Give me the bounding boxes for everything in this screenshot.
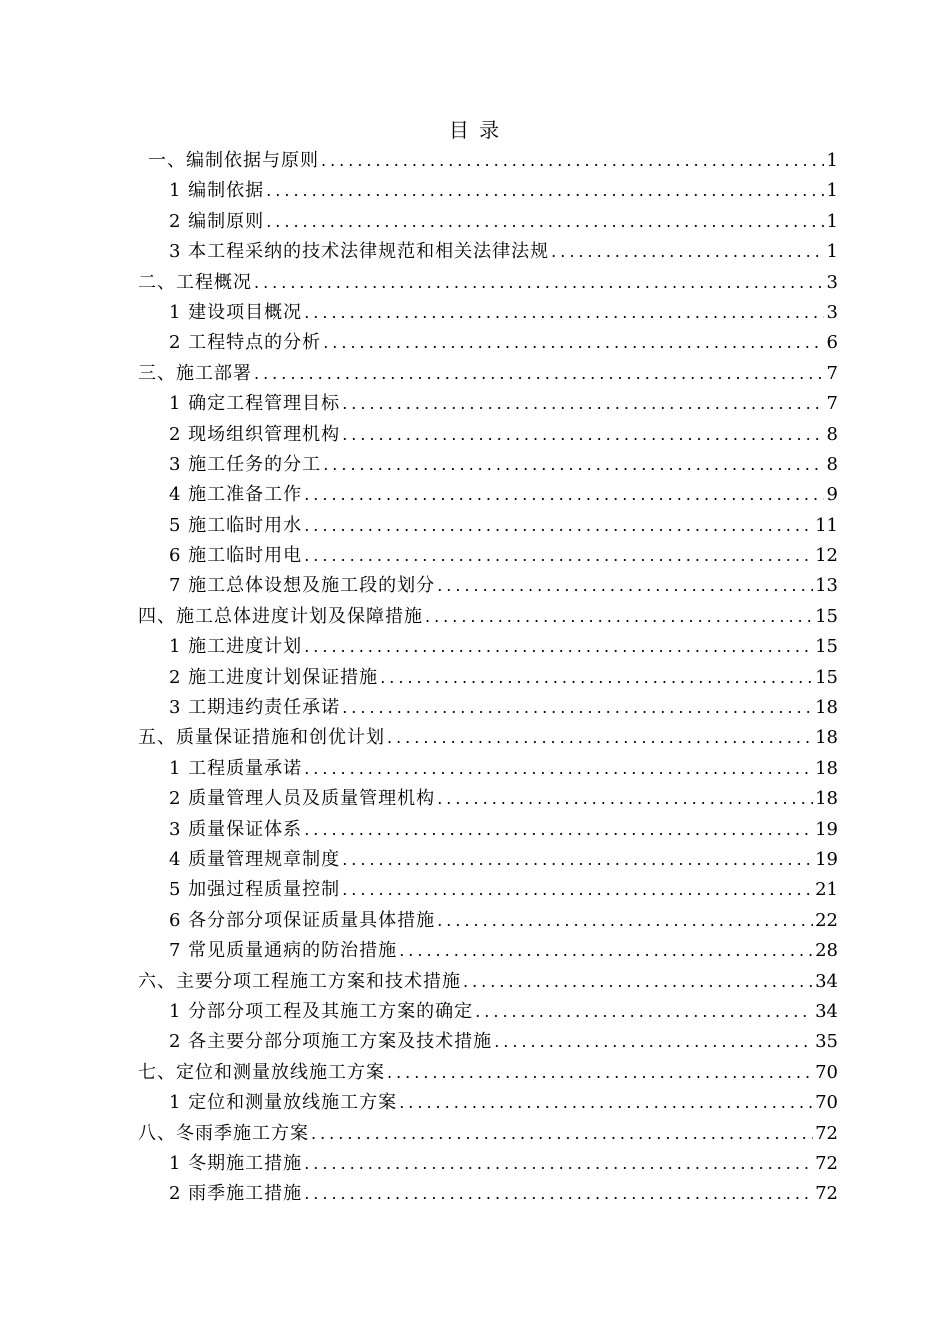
toc-entry-label: 1 工程质量承诺	[169, 757, 303, 779]
toc-entry-label: 4 质量管理规章制度	[169, 848, 341, 870]
toc-page-number: 34	[815, 1000, 838, 1022]
toc-entry-label: 3 施工任务的分工	[169, 453, 322, 475]
toc-entry-label: 1 施工进度计划	[169, 636, 303, 658]
toc-page-number: 12	[815, 545, 838, 567]
toc-entry-label: 三、施工部署	[138, 362, 252, 384]
toc-page-number: 72	[815, 1152, 838, 1174]
toc-subsection-entry[interactable]	[138, 328, 838, 358]
toc-entry-label: 1 冬期施工措施	[169, 1152, 303, 1174]
toc-dot-leader	[342, 875, 813, 905]
toc-section-entry[interactable]	[138, 967, 838, 997]
toc-section-entry[interactable]	[138, 359, 838, 389]
toc-dot-leader	[342, 845, 813, 875]
toc-dot-leader	[387, 723, 813, 753]
toc-page-number: 7	[826, 393, 838, 415]
toc-page-number: 18	[815, 697, 838, 719]
toc-dot-leader	[342, 389, 824, 419]
toc-page-number: 35	[815, 1031, 838, 1053]
toc-subsection-entry[interactable]	[138, 1179, 838, 1209]
toc-entry-label: 七、定位和测量放线施工方案	[138, 1061, 385, 1083]
toc-dot-leader	[304, 1149, 813, 1179]
toc-page-number: 18	[815, 788, 838, 810]
toc-dot-leader	[437, 571, 813, 601]
toc-subsection-entry[interactable]	[138, 1149, 838, 1179]
toc-page-number: 3	[826, 301, 838, 323]
toc-page-number: 18	[815, 757, 838, 779]
toc-section-entry[interactable]	[138, 146, 838, 176]
toc-subsection-entry[interactable]	[138, 1088, 838, 1118]
toc-list	[138, 146, 838, 1210]
toc-entry-label: 1 编制依据	[169, 180, 265, 202]
toc-dot-leader	[321, 146, 824, 176]
toc-entry-label: 2 现场组织管理机构	[169, 423, 341, 445]
toc-page-number: 11	[815, 514, 838, 536]
toc-page-number: 70	[815, 1061, 838, 1083]
toc-page-number: 8	[826, 453, 838, 475]
toc-entry-label: 1 分部分项工程及其施工方案的确定	[169, 1000, 474, 1022]
toc-page-number: 1	[826, 150, 838, 171]
toc-entry-label: 1 确定工程管理目标	[169, 393, 341, 415]
toc-page-number: 22	[815, 909, 838, 931]
toc-page-number: 72	[815, 1183, 838, 1205]
toc-entry-label: 2 各主要分部分项施工方案及技术措施	[169, 1031, 493, 1053]
toc-dot-leader	[399, 1088, 813, 1118]
toc-page-number: 72	[815, 1122, 838, 1144]
toc-subsection-entry[interactable]	[138, 784, 838, 814]
toc-entry-label: 6 各分部分项保证质量具体措施	[169, 909, 436, 931]
toc-page-number: 18	[815, 727, 838, 749]
toc-entry-label: 2 质量管理人员及质量管理机构	[169, 788, 436, 810]
toc-page-number: 7	[826, 362, 838, 384]
toc-section-entry[interactable]	[138, 268, 838, 298]
toc-page-number: 28	[815, 940, 838, 962]
toc-subsection-entry[interactable]	[138, 176, 838, 206]
toc-entry-label: 3 质量保证体系	[169, 818, 303, 840]
toc-subsection-entry[interactable]	[138, 389, 838, 419]
toc-dot-leader	[304, 815, 813, 845]
toc-entry-label: 二、工程概况	[138, 271, 252, 293]
toc-page-number: 8	[826, 423, 838, 445]
toc-dot-leader	[437, 906, 813, 936]
toc-entry-label: 2 施工进度计划保证措施	[169, 666, 379, 688]
toc-subsection-entry[interactable]	[138, 997, 838, 1027]
toc-page-number: 1	[826, 180, 838, 202]
toc-section-entry[interactable]	[138, 1119, 838, 1149]
toc-entry-label: 八、冬雨季施工方案	[138, 1122, 309, 1144]
toc-entry-label: 7 施工总体设想及施工段的划分	[169, 575, 436, 597]
toc-subsection-entry[interactable]	[138, 571, 838, 601]
toc-entry-label: 五、质量保证措施和创优计划	[138, 727, 385, 749]
toc-subsection-entry[interactable]	[138, 511, 838, 541]
toc-entry-label: 3 本工程采纳的技术法律规范和相关法律法规	[169, 241, 550, 263]
toc-entry-label: 1 建设项目概况	[169, 301, 303, 323]
toc-dot-leader	[342, 693, 813, 723]
toc-entry-label: 5 加强过程质量控制	[169, 879, 341, 901]
toc-entry-label: 四、施工总体进度计划及保障措施	[138, 605, 423, 627]
toc-page-number: 19	[815, 818, 838, 840]
toc-subsection-entry[interactable]	[138, 298, 838, 328]
toc-entry-label: 4 施工准备工作	[169, 484, 303, 506]
toc-subsection-entry[interactable]	[138, 936, 838, 966]
toc-dot-leader	[266, 176, 824, 206]
toc-entry-label: 一、编制依据与原则	[148, 150, 319, 171]
toc-subsection-entry[interactable]	[138, 541, 838, 571]
toc-entry-label: 3 工期违约责任承诺	[169, 697, 341, 719]
toc-entry-label: 6 施工临时用电	[169, 545, 303, 567]
toc-dot-leader	[463, 967, 813, 997]
toc-dot-leader	[304, 298, 824, 328]
toc-page-number: 70	[815, 1092, 838, 1114]
toc-subsection-entry[interactable]	[138, 420, 838, 450]
toc-dot-leader	[425, 602, 813, 632]
toc-page-number: 15	[815, 636, 838, 658]
toc-entry-label: 2 工程特点的分析	[169, 332, 322, 354]
toc-section-entry[interactable]	[138, 723, 838, 753]
toc-page-number: 15	[815, 666, 838, 688]
toc-dot-leader	[387, 1058, 813, 1088]
toc-page-number: 19	[815, 848, 838, 870]
toc-dot-leader	[323, 450, 824, 480]
toc-subsection-entry[interactable]	[138, 450, 838, 480]
toc-entry-label: 5 施工临时用水	[169, 514, 303, 536]
toc-entry-label: 1 定位和测量放线施工方案	[169, 1092, 398, 1114]
toc-title: 目 录	[448, 118, 502, 142]
toc-section-entry[interactable]	[138, 602, 838, 632]
toc-subsection-entry[interactable]	[138, 754, 838, 784]
toc-dot-leader	[304, 541, 813, 571]
toc-dot-leader	[475, 997, 813, 1027]
toc-subsection-entry[interactable]	[138, 207, 838, 237]
toc-page-number: 6	[826, 332, 838, 354]
toc-dot-leader	[494, 1027, 813, 1057]
toc-subsection-entry[interactable]	[138, 632, 838, 662]
toc-subsection-entry[interactable]	[138, 1027, 838, 1057]
toc-subsection-entry[interactable]	[138, 875, 838, 905]
toc-page-number: 34	[815, 970, 838, 992]
toc-dot-leader	[304, 1179, 813, 1209]
toc-dot-leader	[399, 936, 813, 966]
toc-dot-leader	[304, 632, 813, 662]
toc-dot-leader	[342, 420, 824, 450]
toc-dot-leader	[254, 268, 824, 298]
toc-dot-leader	[304, 511, 813, 541]
toc-page-number: 1	[826, 241, 838, 263]
toc-dot-leader	[304, 754, 813, 784]
toc-page-number: 21	[815, 879, 838, 901]
toc-dot-leader	[380, 663, 813, 693]
toc-page-number: 13	[815, 575, 838, 597]
toc-dot-leader	[323, 328, 824, 358]
toc-entry-label: 7 常见质量通病的防治措施	[169, 940, 398, 962]
toc-dot-leader	[311, 1119, 813, 1149]
toc-subsection-entry[interactable]	[138, 237, 838, 267]
toc-dot-leader	[266, 207, 824, 237]
toc-subsection-entry[interactable]	[138, 480, 838, 510]
toc-dot-leader	[551, 237, 824, 267]
toc-page-number: 1	[826, 210, 838, 232]
toc-entry-label: 2 编制原则	[169, 210, 265, 232]
toc-subsection-entry[interactable]	[138, 815, 838, 845]
toc-dot-leader	[254, 359, 824, 389]
toc-subsection-entry[interactable]	[138, 845, 838, 875]
toc-dot-leader	[437, 784, 813, 814]
toc-page-number: 15	[815, 605, 838, 627]
toc-subsection-entry[interactable]	[138, 693, 838, 723]
toc-page-number: 3	[826, 271, 838, 293]
toc-section-entry[interactable]	[138, 1058, 838, 1088]
toc-entry-label: 2 雨季施工措施	[169, 1183, 303, 1205]
toc-entry-label: 六、主要分项工程施工方案和技术措施	[138, 970, 461, 992]
toc-subsection-entry[interactable]	[138, 663, 838, 693]
toc-dot-leader	[304, 480, 824, 510]
toc-subsection-entry[interactable]	[138, 906, 838, 936]
toc-page-number: 9	[826, 484, 838, 506]
